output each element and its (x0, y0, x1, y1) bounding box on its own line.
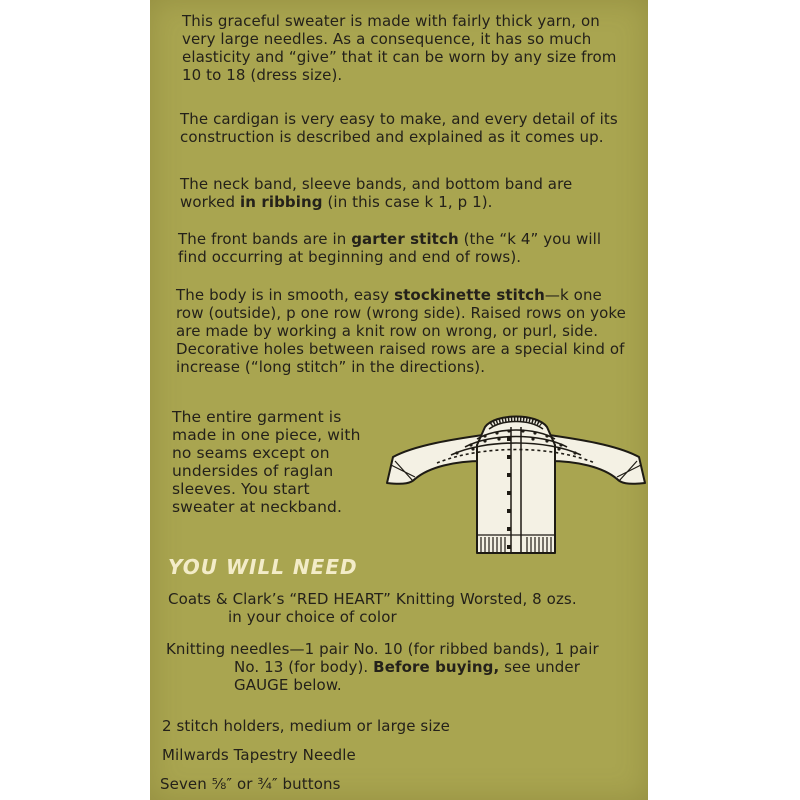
materials-item-needles (166, 640, 626, 694)
yarn-line-1: Coats & Clark’s “RED HEART” Knitting Worsted, 8 ozs. (168, 590, 577, 608)
intro-paragraph-6: The entire garment is made in one piece, with no seams except on undersides of raglan sleeves. You start sweater at neckband. (172, 408, 361, 516)
p3-text-a: The neck band, sleeve bands, and bottom band are worked (180, 175, 573, 211)
p4-bold: garter stitch (351, 230, 459, 248)
needles-bold: Before buying, (373, 658, 500, 676)
materials-item-buttons: Seven ⅝″ or ¾″ buttons (160, 775, 341, 793)
intro-paragraph-3 (180, 175, 632, 211)
materials-item-tapestry-needle: Milwards Tapestry Needle (162, 746, 356, 764)
needles-text-d: see under GAUGE below. (234, 658, 580, 694)
p3-bold: in ribbing (239, 193, 323, 211)
intro-paragraph-1: This graceful sweater is made with fairly thick yarn, on very large needles. As a consequence, it has so much elasticity and “give” that it can be worn by any size from 10 to 18 (dress size). (182, 12, 617, 84)
yarn-line-2: in your choice of color (228, 608, 397, 626)
materials-item-holders: 2 stitch holders, medium or large size (162, 717, 450, 735)
needles-text-b: No. 13 (for body). (234, 658, 374, 676)
needles-line-2 (166, 658, 626, 694)
needles-line-1: Knitting needles—1 pair No. 10 (for ribbed bands), 1 pair (166, 640, 599, 658)
intro-paragraph-5 (176, 286, 632, 376)
you-will-need-heading: YOU WILL NEED (168, 555, 358, 579)
materials-item-yarn (168, 590, 628, 626)
p3-text-c: (in this case k 1, p 1). (322, 193, 493, 211)
intro-paragraph-2: The cardigan is very easy to make, and every detail of its construction is described and explained as it comes up. (180, 110, 618, 146)
p5-bold: stockinette stitch (394, 286, 545, 304)
pattern-page (150, 0, 648, 800)
p5-text-a: The body is in smooth, easy (176, 286, 395, 304)
intro-paragraph-4 (178, 230, 630, 266)
p4-text-a: The front bands are in (178, 230, 352, 248)
p5-text-c: —k one row (outside), p one row (wrong side). Raised rows on yoke are made by working a knit row on wrong, or purl, side. Decorative holes between raised rows are a special kind of increase (“long stitch” in the directions). (176, 286, 626, 376)
cardigan-illustration (385, 405, 647, 565)
p4-text-c: (the “k 4” you will find occurring at beginning and end of rows). (178, 230, 602, 266)
